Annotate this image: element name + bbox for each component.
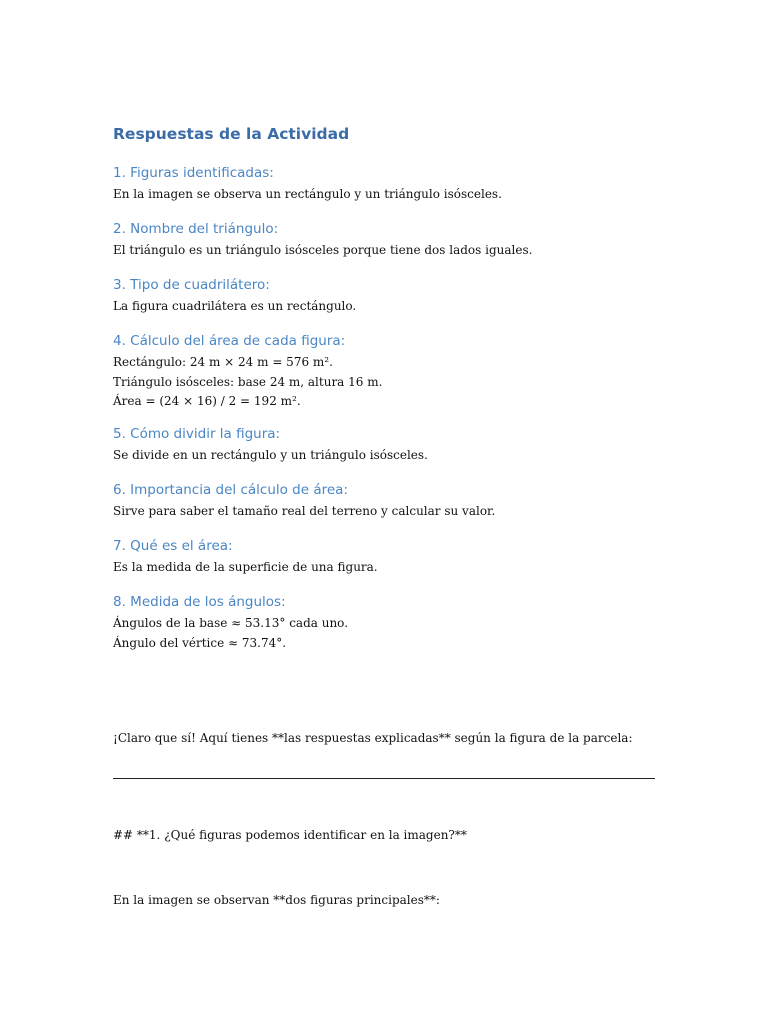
intro-paragraph: ¡Claro que sí! Aquí tienes **las respuestas explicadas** según la figura de la parcela: (113, 731, 633, 745)
section-que-es-area (113, 537, 655, 578)
section-text: Triángulo isósceles: base 24 m, altura 16 m. (113, 374, 383, 389)
section-text: Ángulos de la base ≈ 53.13° cada uno. (113, 616, 349, 630)
markdown-heading: ## **1. ¿Qué figuras podemos identificar en la imagen?** (113, 828, 467, 842)
section-text: Es la medida de la superficie de una figura. (113, 560, 378, 574)
section-heading: 6. Importancia del cálculo de área: (113, 482, 349, 498)
section-text: El triángulo es un triángulo isósceles porque tiene dos lados iguales. (113, 243, 533, 257)
horizontal-rule (113, 778, 655, 779)
section-heading: 1. Figuras identificadas: (113, 165, 274, 181)
section-text: Ángulo del vértice ≈ 73.74°. (113, 635, 287, 650)
section-tipo-cuadrilatero (113, 276, 655, 317)
section-text: Área = (24 × 16) / 2 = 192 m². (113, 394, 301, 408)
section-dividir-figura (113, 425, 655, 466)
section-figuras-identificadas (113, 164, 655, 205)
section-heading: 3. Tipo de cuadrilátero: (113, 277, 270, 293)
section-nombre-triangulo (113, 220, 655, 261)
section-text: Rectángulo: 24 m × 24 m = 576 m². (113, 355, 333, 369)
section-medida-angulos (113, 593, 655, 653)
section-text: Sirve para saber el tamaño real del terreno y calcular su valor. (113, 504, 496, 518)
closing-paragraph: En la imagen se observan **dos figuras principales**: (113, 893, 440, 907)
document-page (113, 0, 655, 1024)
section-importancia-area (113, 481, 655, 522)
document-title: Respuestas de la Actividad (113, 125, 350, 143)
section-calculo-area (113, 332, 655, 412)
section-text: La figura cuadrilátera es un rectángulo. (113, 299, 357, 313)
section-heading: 4. Cálculo del área de cada figura: (113, 333, 346, 349)
section-heading: 2. Nombre del triángulo: (113, 221, 279, 237)
section-heading: 7. Qué es el área: (113, 538, 233, 554)
section-heading: 5. Cómo dividir la figura: (113, 426, 281, 442)
section-heading: 8. Medida de los ángulos: (113, 594, 286, 610)
section-text: En la imagen se observa un rectángulo y un triángulo isósceles. (113, 187, 502, 201)
section-text: Se divide en un rectángulo y un triángulo isósceles. (113, 448, 428, 462)
